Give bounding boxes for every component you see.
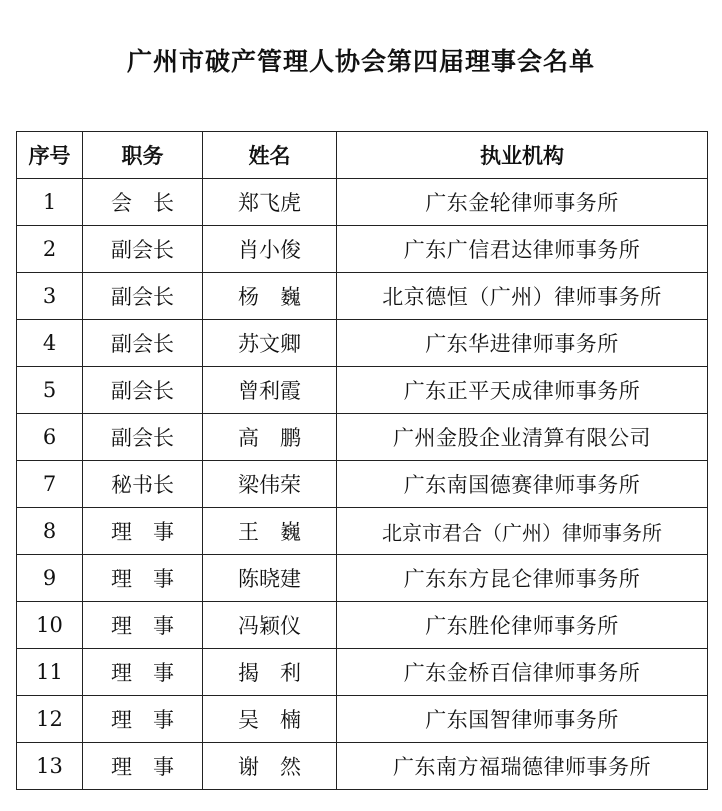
table-row: [17, 649, 708, 696]
cell-no: 4: [17, 320, 83, 367]
table-row: [17, 555, 708, 602]
cell-position: 理 事: [83, 649, 203, 696]
cell-no: 11: [17, 649, 83, 696]
cell-no: 1: [17, 179, 83, 226]
cell-organization: 广东南方福瑞德律师事务所: [337, 743, 708, 790]
table-row: [17, 367, 708, 414]
table-row: [17, 414, 708, 461]
cell-position: 理 事: [83, 696, 203, 743]
cell-organization: 广东南国德赛律师事务所: [337, 461, 708, 508]
cell-name: 苏文卿: [203, 320, 337, 367]
cell-no: 12: [17, 696, 83, 743]
table-row: [17, 743, 708, 790]
table-row: [17, 226, 708, 273]
cell-no: 9: [17, 555, 83, 602]
cell-name: 郑飞虎: [203, 179, 337, 226]
cell-position: 理 事: [83, 555, 203, 602]
cell-name: 梁伟荣: [203, 461, 337, 508]
cell-position: 副会长: [83, 414, 203, 461]
cell-no: 8: [17, 508, 83, 555]
cell-no: 10: [17, 602, 83, 649]
cell-position: 理 事: [83, 743, 203, 790]
table-row: [17, 273, 708, 320]
cell-position: 副会长: [83, 226, 203, 273]
document-title: 广州市破产管理人协会第四届理事会名单: [126, 47, 595, 76]
cell-name: 杨 巍: [203, 273, 337, 320]
cell-position: 副会长: [83, 367, 203, 414]
cell-position: 会 长: [83, 179, 203, 226]
cell-position: 理 事: [83, 602, 203, 649]
column-header-organization: 执业机构: [337, 132, 708, 179]
cell-organization: 北京德恒（广州）律师事务所: [337, 273, 708, 320]
cell-organization: 北京市君合（广州）律师事务所: [337, 508, 708, 555]
cell-organization: 广东东方昆仑律师事务所: [337, 555, 708, 602]
cell-organization: 广东华进律师事务所: [337, 320, 708, 367]
cell-name: 揭 利: [203, 649, 337, 696]
cell-name: 冯颖仪: [203, 602, 337, 649]
cell-organization: 广东金轮律师事务所: [337, 179, 708, 226]
cell-organization: 广东广信君达律师事务所: [337, 226, 708, 273]
table-row: [17, 179, 708, 226]
column-header-name: 姓名: [203, 132, 337, 179]
cell-position: 副会长: [83, 273, 203, 320]
cell-organization: 广东胜伦律师事务所: [337, 602, 708, 649]
table-row: [17, 508, 708, 555]
cell-name: 吴 楠: [203, 696, 337, 743]
cell-organization: 广东正平天成律师事务所: [337, 367, 708, 414]
council-member-table: [16, 131, 708, 790]
cell-name: 谢 然: [203, 743, 337, 790]
table-row: [17, 602, 708, 649]
cell-name: 王 巍: [203, 508, 337, 555]
cell-name: 曾利霞: [203, 367, 337, 414]
table-row: [17, 696, 708, 743]
cell-organization: 广东金桥百信律师事务所: [337, 649, 708, 696]
cell-no: 2: [17, 226, 83, 273]
cell-no: 7: [17, 461, 83, 508]
column-header-no: 序号: [17, 132, 83, 179]
column-header-position: 职务: [83, 132, 203, 179]
cell-organization: 广州金股企业清算有限公司: [337, 414, 708, 461]
cell-position: 副会长: [83, 320, 203, 367]
cell-organization: 广东国智律师事务所: [337, 696, 708, 743]
cell-name: 陈晓建: [203, 555, 337, 602]
cell-no: 13: [17, 743, 83, 790]
cell-no: 5: [17, 367, 83, 414]
table-row: [17, 461, 708, 508]
cell-no: 3: [17, 273, 83, 320]
cell-position: 理 事: [83, 508, 203, 555]
cell-no: 6: [17, 414, 83, 461]
table-row: [17, 320, 708, 367]
cell-name: 肖小俊: [203, 226, 337, 273]
cell-position: 秘书长: [83, 461, 203, 508]
cell-name: 高 鹏: [203, 414, 337, 461]
table-header-row: [17, 132, 708, 179]
